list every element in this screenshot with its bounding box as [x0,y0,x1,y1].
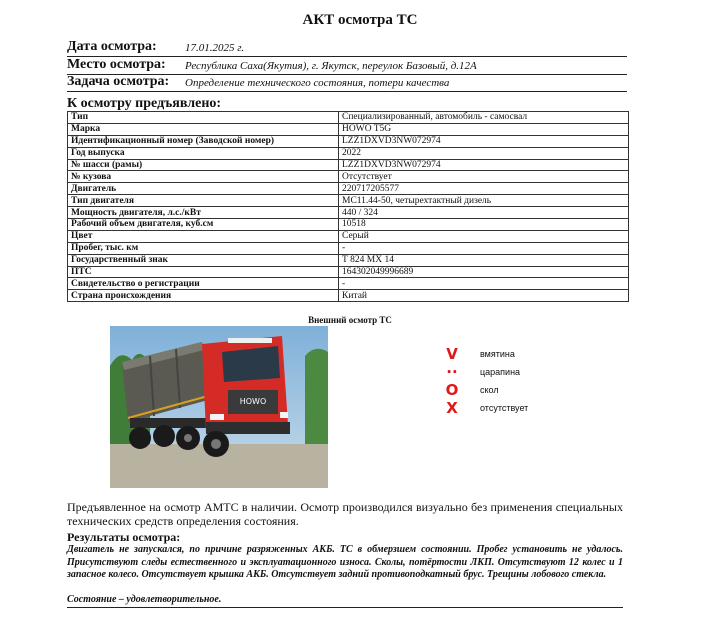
spec-key: Тип [68,112,339,124]
spec-key: Марка [68,123,339,135]
photo-trees-right [305,349,328,446]
spec-value: HOWO T5G [339,123,629,135]
spec-row [68,219,629,231]
spec-value: - [339,242,629,254]
inspection-place-label: Место осмотра: [67,57,166,72]
spec-key: Страна происхождения [68,290,339,302]
spec-key: Государственный знак [68,254,339,266]
legend-dent-label: вмятина [480,349,515,359]
spec-value: Серый [339,230,629,242]
truck-photo [110,326,328,488]
spec-value: LZZ1DXVD3NW072974 [339,159,629,171]
spec-row [68,171,629,183]
spec-row [68,183,629,195]
spec-row [68,207,629,219]
scratch-dots-icon: ·· [446,363,458,381]
spec-row [68,242,629,254]
spec-value: Отсутствует [339,171,629,183]
spec-value: 220717205577 [339,183,629,195]
spec-value: LZZ1DXVD3NW072974 [339,135,629,147]
truck-headlight-left [210,414,224,420]
exterior-inspection-title: Внешний осмотр ТС [308,315,392,325]
spec-row [68,123,629,135]
missing-x-icon: X [446,399,458,417]
truck-roof-lights [228,338,272,343]
truck-wheel-hub [211,439,221,449]
truck-wheel [153,425,175,447]
legend-scratch-label: царапина [480,367,521,377]
spec-key: Свидетельство о регистрации [68,278,339,290]
chip-o-icon: O [445,381,459,399]
spec-row [68,254,629,266]
truck-logo-text: HOWO [239,397,267,406]
results-heading: Результаты осмотра: [67,530,181,544]
spec-value: MC11.44-50, четырехтактный дизель [339,195,629,207]
spec-key: Цвет [68,230,339,242]
spec-value: Специализированный, автомобиль - самосвал [339,112,629,124]
spec-key: Идентификационный номер (Заводской номер) [68,135,339,147]
inspection-task-row [67,75,627,92]
spec-key: Тип двигателя [68,195,339,207]
spec-row [68,147,629,159]
inspection-task-value: Определение технического состояния, потери качества [185,77,450,89]
spec-key: Пробег, тыс. км [68,242,339,254]
presented-heading: К осмотру предъявлено: [67,96,222,111]
spec-row [68,135,629,147]
legend-missing-label: отсутствует [480,403,529,413]
spec-key: ПТС [68,266,339,278]
truck-windshield [222,346,280,382]
legend-chip-label: скол [480,385,499,395]
spec-value: 440 / 324 [339,207,629,219]
vehicle-spec-table [67,111,629,302]
inspection-date-row [67,40,627,57]
spec-key: Рабочий объем двигателя, куб.см [68,219,339,231]
spec-row [68,266,629,278]
spec-value: 2022 [339,147,629,159]
spec-row [68,112,629,124]
spec-key: Год выпуска [68,147,339,159]
spec-value: 10518 [339,219,629,231]
inspection-date-value: 17.01.2025 г. [185,42,245,54]
spec-key: № шасси (рамы) [68,159,339,171]
inspection-place-row [67,58,627,75]
spec-row [68,159,629,171]
spec-value: Т 824 МХ 14 [339,254,629,266]
spec-row [68,195,629,207]
spec-value: Китай [339,290,629,302]
dent-v-icon: V [446,345,458,363]
spec-row [68,290,629,302]
document-title: АКТ осмотра ТС [302,12,418,28]
spec-row [68,230,629,242]
spec-key: Двигатель [68,183,339,195]
results-text: Двигатель не запускался, по причине разряженных АКБ. ТС в обмерзшем состоянии. Пробег установить не удалось. Присутствуют следы естественного и эксплуатационного износа. Сколы, потёртости ЛКП. Отсутствуют 12 колес и 1 запасное колесо. Отсутствует крышка АКБ. Отсутствует задний противоподкатный брус. Трещины лобового стекла. [67,544,623,580]
spec-row [68,278,629,290]
spec-key: № кузова [68,171,339,183]
spec-value: 164302049996689 [339,266,629,278]
results-condition: Состояние – удовлетворительное. [67,594,623,608]
inspection-place-value: Республика Саха(Якутия), г. Якутск, переулок Базовый, д.12А [185,60,477,72]
inspection-date-label: Дата осмотра: [67,39,157,54]
inspection-task-label: Задача осмотра: [67,74,170,89]
inspection-paragraph: Предъявленное на осмотр АМТС в наличии. Осмотр производился визуально без применения специальных технических средств определения состояния. [67,500,623,528]
spec-value: - [339,278,629,290]
truck-wheel-hub [184,434,192,442]
spec-key: Мощность двигателя, л.с./кВт [68,207,339,219]
truck-headlight-right [280,412,288,418]
truck-wheel [129,427,151,449]
